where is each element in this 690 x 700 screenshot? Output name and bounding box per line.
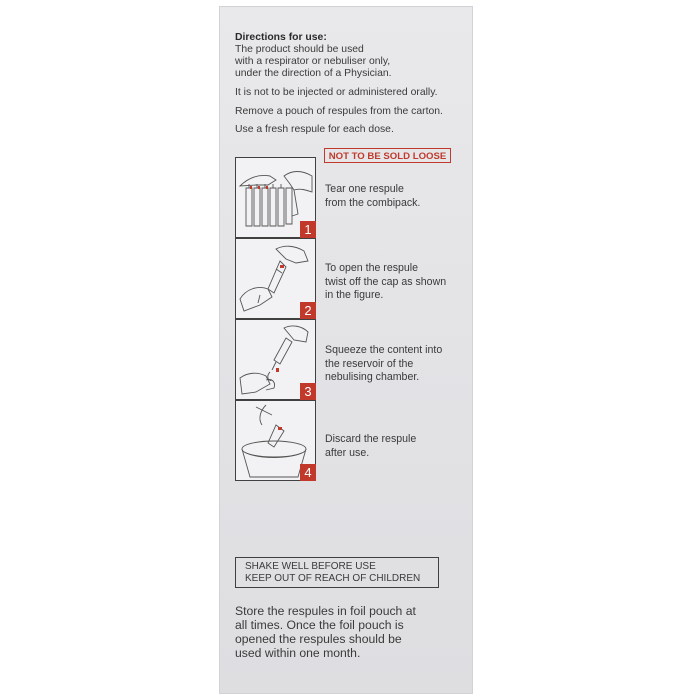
directions-line: The product should be used	[235, 44, 364, 55]
not-sold-loose-badge: NOT TO BE SOLD LOOSE	[324, 148, 451, 163]
step-line: Discard the respule	[325, 433, 417, 445]
storage-line: opened the respules should be	[235, 632, 402, 646]
warning-box	[235, 557, 439, 588]
directions-line: Use a fresh respule for each dose.	[235, 124, 394, 135]
step-line: from the combipack.	[325, 196, 421, 209]
directions-line: under the direction of a Physician.	[235, 68, 392, 79]
step-line: To open the respule	[325, 262, 419, 274]
warning-line: SHAKE WELL BEFORE USE	[245, 561, 376, 572]
storage-instructions	[235, 604, 465, 660]
directions-block	[235, 32, 467, 136]
step-4-text	[325, 433, 470, 460]
warning-line: KEEP OUT OF REACH OF CHILDREN	[245, 573, 421, 584]
step-1-text	[325, 183, 470, 210]
step-number-badge: 4	[300, 464, 316, 481]
step-4-illustration	[235, 400, 316, 481]
step-3-text	[325, 344, 470, 385]
directions-line: Remove a pouch of respules from the carton.	[235, 106, 443, 117]
step-1-illustration	[235, 157, 316, 238]
storage-line: Store the respules in foil pouch at	[235, 604, 416, 618]
step-2-text	[325, 262, 470, 303]
directions-line: with a respirator or nebuliser only,	[235, 56, 391, 67]
step-line: Squeeze the content into	[325, 344, 443, 356]
step-line: nebulising chamber.	[325, 371, 420, 383]
step-2-illustration	[235, 238, 316, 319]
step-number-badge: 3	[300, 383, 316, 400]
step-line: the reservoir of the	[325, 357, 414, 370]
instruction-panel	[219, 6, 473, 694]
directions-heading: Directions for use:	[235, 32, 327, 43]
step-number-badge: 1	[300, 221, 316, 238]
step-line: Tear one respule	[325, 183, 404, 195]
step-line: twist off the cap as shown	[325, 275, 447, 288]
storage-line: used within one month.	[235, 646, 361, 660]
step-number-badge: 2	[300, 302, 316, 319]
storage-line: all times. Once the foil pouch is	[235, 618, 404, 632]
directions-line: It is not to be injected or administered orally.	[235, 87, 438, 98]
step-line: after use.	[325, 446, 370, 459]
step-3-illustration	[235, 319, 316, 400]
step-line: in the figure.	[325, 289, 384, 301]
